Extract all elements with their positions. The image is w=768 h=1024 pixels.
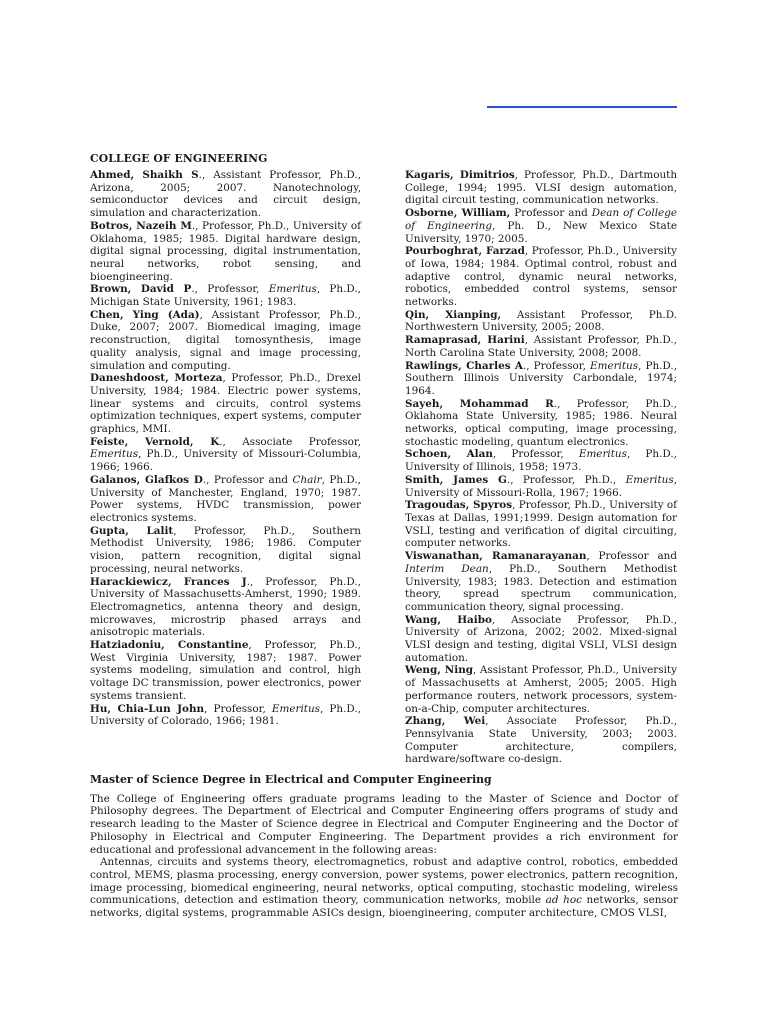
top-accent-rule — [487, 106, 677, 108]
faculty-entry — [405, 550, 677, 614]
faculty-entry — [90, 703, 361, 728]
faculty-name: Kagaris, Dimitrios — [405, 169, 515, 181]
master-degree-areas-paragraph — [90, 856, 678, 920]
faculty-details: Assistant Professor, Ph.D. Northwestern University, 2005; 2008. — [405, 308, 677, 334]
faculty-details: , Assistant Professor, Ph.D., University of Massachusetts at Amherst, 2005; 2005. High performance routers, network processors, system-on-a-Chip, computer architectures. — [405, 664, 677, 715]
faculty-title-prefix: ., Professor, Ph.D., — [506, 473, 626, 486]
faculty-details: , Ph.D., Southern Illinois University Carbondale, 1974; 1964. — [405, 359, 677, 397]
faculty-name: Wang, Haibo — [405, 613, 492, 626]
faculty-details: , Professor, Ph.D., Drexel University, 1984; 1984. Electric power systems, linear systems and circuits, control systems optimization techniques, expert systems, computer graphics, MMI. — [90, 372, 361, 436]
faculty-name: Viswanathan, Ramanarayanan — [405, 550, 587, 563]
faculty-title-prefix: ., Professor and — [202, 473, 293, 486]
faculty-entry — [90, 436, 361, 474]
faculty-name: Harackiewicz, Frances J — [90, 575, 247, 588]
faculty-entry — [90, 525, 361, 576]
faculty-name: Galanos, Glafkos D — [90, 473, 203, 486]
faculty-name: Feiste, Vernold, K — [90, 435, 220, 448]
master-degree-heading: Master of Science Degree in Electrical and Computer Engineering — [90, 773, 492, 786]
faculty-details: , Associate Professor, Ph.D., Pennsylvania State University, 2003; 2003. Computer architecture, compilers, hardware/software co-design. — [405, 715, 677, 766]
faculty-title-emphasis: Interim Dean — [405, 562, 489, 575]
master-degree-intro-paragraph: The College of Engineering offers graduate programs leading to the Master of Science and Doctor of Philosophy degrees. The Department of Electrical and Computer Engineering offers programs of study and research leading to the Master of Science degree in Electrical and Computer Engineering and the Doctor of Philosophy in Electrical and Computer Engineering. The Department provides a rich environment for educational and professional advancement in the following areas: — [90, 792, 678, 856]
faculty-name: Weng, Ning — [405, 664, 474, 677]
faculty-entry — [90, 474, 361, 525]
faculty-title-emphasis: Chair — [292, 473, 322, 486]
faculty-name: Tragoudas, Spyros — [405, 499, 513, 512]
faculty-title-emphasis: Emeritus — [271, 702, 320, 715]
faculty-name: Brown, David P — [90, 283, 192, 296]
areas-text-emphasis: ad hoc — [545, 894, 582, 907]
faculty-details: , Professor, Ph.D., West Virginia University, 1987; 1987. Power systems modeling, simulation and control, high voltage DC transmission, power electronics, power systems transient. — [90, 639, 361, 702]
faculty-details: , Professor, Ph.D., University of Texas at Dallas, 1991;1999. Design automation for VSLI, testing and verification of digital circuiting, computer networks. — [405, 499, 678, 550]
faculty-title-prefix: Professor and — [510, 207, 592, 220]
faculty-title-emphasis: Emeritus — [578, 448, 627, 461]
faculty-details: , Ph.D., Southern Methodist University, 1983; 1983. Detection and estimation theory, spread spectrum communication, communication theory, signal processing. — [405, 562, 678, 613]
faculty-details: , Ph. D., New Mexico State University, 1970; 2005. — [405, 219, 677, 245]
faculty-name: Pourboghrat, Farzad — [405, 245, 525, 258]
faculty-details: , Ph.D., University of Colorado, 1966; 1981. — [90, 702, 361, 728]
faculty-details: , University of Missouri-Rolla, 1967; 1966. — [405, 473, 677, 499]
faculty-title-prefix: , Professor, — [204, 702, 272, 715]
faculty-details: ., Professor, Ph.D., University of Oklahoma, 1985; 1985. Digital hardware design, digital signal processing, digital instrumentation, neural networks, robot sensing, and bioengineering. — [90, 219, 361, 283]
faculty-entry — [90, 639, 361, 703]
faculty-name: Qin, Xianping, — [405, 308, 502, 321]
faculty-details: , Ph.D., Michigan State University, 1961; 1983. — [90, 283, 361, 309]
faculty-title-prefix: ., Professor, — [191, 283, 269, 296]
faculty-details: ., Assistant Professor, Ph.D., Arizona, 2005; 2007. Nanotechnology, semiconductor devices and circuit design, simulation and characterization. — [90, 169, 362, 220]
faculty-name: Hu, Chia-Lun John — [90, 702, 205, 715]
faculty-entry — [405, 207, 677, 245]
faculty-entry — [405, 499, 677, 550]
faculty-title-emphasis: Dean of College of Engineering — [405, 207, 677, 232]
faculty-entry — [90, 283, 361, 308]
faculty-title-emphasis: Emeritus — [90, 448, 139, 461]
faculty-name: Ramaprasad, Harini — [405, 334, 525, 347]
faculty-title-prefix: ., Associate Professor, — [219, 435, 361, 448]
faculty-title-emphasis: Emeritus — [625, 473, 674, 486]
faculty-name: Schoen, Alan — [405, 448, 493, 461]
faculty-column-left — [90, 169, 361, 728]
areas-text-part1: Antennas, circuits and systems theory, electromagnetics, robust and adaptive control, robotics, embedded control, MEMS, plasma processing, energy conversion, power systems, power electronics, pattern recognition, image processing, biomedical engineering, neural networks, optical computing, stochastic modeling, wireless communications, detection and estimation theory, communication networks, mobile — [90, 856, 678, 907]
faculty-name: Rawlings, Charles A — [405, 359, 523, 372]
master-degree-section — [90, 774, 678, 920]
faculty-details: , Professor, Ph.D., Dartmouth College, 1994; 1995. VLSI design automation, digital circuit testing, communication networks. — [405, 169, 678, 207]
faculty-entry — [405, 448, 677, 473]
section-title: COLLEGE OF ENGINEERING — [90, 152, 268, 165]
faculty-entry — [90, 220, 361, 284]
faculty-entry — [405, 360, 677, 398]
faculty-details: ., Professor, Ph.D., Oklahoma State University, 1985; 1986. Neural networks, optical computing, image processing, stochastic modeling, quantum electronics. — [405, 397, 677, 448]
faculty-title-prefix: ., Professor, — [523, 359, 590, 372]
faculty-title-prefix: , Professor and — [586, 550, 677, 563]
faculty-entry — [405, 245, 677, 309]
faculty-name: Sayeh, Mohammad R — [405, 397, 554, 410]
faculty-entry — [405, 474, 677, 499]
faculty-name: Zhang, Wei — [405, 715, 486, 728]
faculty-details: , Assistant Professor, Ph.D., Duke, 2007; 2007. Biomedical imaging, image reconstruction, digital tomosynthesis, image quality analysis, signal and image processing, simulation and computing. — [90, 308, 361, 372]
faculty-name: Osborne, William, — [405, 207, 511, 220]
faculty-details: , Associate Professor, Ph.D., University of Arizona, 2002; 2002. Mixed-signal VLSI design and testing, digital VSLI, VLSI design automation. — [405, 613, 677, 664]
areas-text-part2: networks, sensor networks, digital systems, programmable ASICs design, bioengineering, computer architecture, CMOS VLSI, — [90, 894, 678, 920]
faculty-name: Daneshdoost, Morteza — [90, 372, 223, 385]
faculty-entry — [405, 398, 677, 449]
faculty-entry — [405, 169, 677, 207]
faculty-entry — [405, 614, 677, 665]
faculty-entry — [405, 664, 677, 715]
faculty-entry — [90, 372, 361, 436]
faculty-name: Chen, Ying (Ada) — [90, 308, 200, 321]
faculty-name: Hatziadoniu, Constantine — [90, 639, 249, 652]
faculty-name: Botros, Nazeih M — [90, 219, 192, 232]
faculty-name: Gupta, Lalit — [90, 524, 174, 537]
faculty-details: , Assistant Professor, Ph.D., North Carolina State University, 2008; 2008. — [405, 334, 677, 359]
faculty-details: , Ph.D., University of Manchester, England, 1970; 1987. Power systems, HVDC transmission, power electronics systems. — [90, 473, 361, 524]
faculty-title-prefix: , Professor, — [492, 448, 579, 461]
faculty-details: , Ph.D., University of Missouri-Columbia, 1966; 1966. — [90, 448, 361, 474]
faculty-name: Ahmed, Shaikh S — [90, 169, 199, 181]
faculty-entry — [90, 576, 361, 640]
faculty-details: , Professor, Ph.D., University of Iowa, 1984; 1984. Optimal control, robust and adaptive control, dynamic neural networks, robotics, embedded control systems, sensor networks. — [405, 245, 677, 309]
faculty-entry — [405, 715, 677, 766]
faculty-details: , Professor, Ph.D., Southern Methodist University, 1986; 1986. Computer vision, pattern recognition, digital signal processing, neural networks. — [90, 524, 361, 575]
faculty-column-right — [405, 169, 677, 766]
faculty-entry — [90, 309, 361, 373]
faculty-details: ., Professor, Ph.D., University of Massachusetts-Amherst, 1990; 1989. Electromagnetics, antenna theory and design, microwaves, microstrip phased arrays and anisotropic materials. — [90, 575, 361, 639]
faculty-entry — [405, 309, 677, 334]
faculty-details: , Ph.D., University of Illinois, 1958; 1973. — [405, 448, 677, 474]
faculty-entry — [90, 169, 361, 220]
faculty-name: Smith, James G — [405, 473, 507, 486]
faculty-title-emphasis: Emeritus — [268, 283, 317, 296]
faculty-title-emphasis: Emeritus — [590, 359, 639, 372]
faculty-entry — [405, 334, 677, 359]
